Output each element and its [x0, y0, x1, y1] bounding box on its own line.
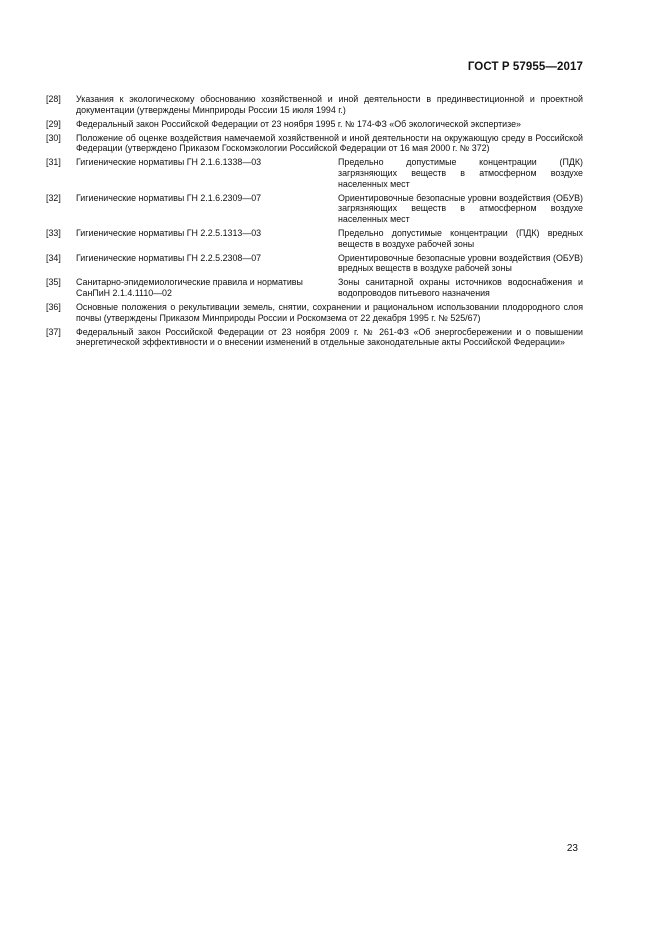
reference-item	[46, 133, 583, 154]
reference-text: Указания к экологическому обоснованию хозяйственной и иной деятельности в прединвестиционной и проектной документации (утверждены Минприроды России 15 июля 1994 г.)	[76, 94, 583, 115]
reference-text: Федеральный закон Российской Федерации от 23 ноября 1995 г. № 174-ФЗ «Об экологической экспертизе»	[76, 118, 521, 129]
page-number: 23	[566, 843, 578, 854]
reference-number: [28]	[46, 94, 61, 104]
reference-text: Основные положения о рекультивации земель, снятии, сохранении и рациональном использовании плодородного слоя почвы (утверждены Приказом Минприроды России и Роскомзема от 22 декабря 1995 г. № 525/67)	[76, 302, 583, 323]
reference-item	[46, 277, 583, 298]
reference-number: [35]	[46, 277, 61, 288]
reference-title: Зоны санитарной охраны источников водоснабжения и водопроводов питьевого назначения	[338, 277, 583, 298]
reference-number: [31]	[46, 157, 61, 168]
reference-document: Гигиенические нормативы ГН 2.2.5.1313—03	[76, 228, 262, 239]
reference-item	[46, 94, 583, 115]
reference-number: [33]	[46, 228, 61, 239]
reference-text: Положение об оценке воздействия намечаемой хозяйственной и иной деятельности на окружающую среду в Российской Федерации (утверждено Приказом Госкомэкологии Российской Федерации от 16 мая 2000 г. № 372)	[76, 132, 583, 154]
reference-number: [36]	[46, 302, 61, 313]
reference-number: [32]	[46, 192, 61, 203]
document-header: ГОСТ Р 57955—2017	[467, 61, 583, 73]
reference-number: [37]	[46, 326, 61, 337]
reference-item	[46, 327, 583, 348]
reference-title: Ориентировочные безопасные уровни воздействия (ОБУВ) вредных веществ в воздухе рабочей зоны	[338, 252, 583, 274]
reference-item	[46, 302, 583, 323]
reference-document: Гигиенические нормативы ГН 2.1.6.2309—07	[76, 192, 262, 203]
reference-item	[46, 228, 583, 249]
reference-document: Гигиенические нормативы ГН 2.2.5.2308—07	[76, 252, 262, 263]
reference-document: Гигиенические нормативы ГН 2.1.6.1338—03	[76, 157, 262, 168]
reference-number: [30]	[46, 132, 61, 143]
reference-text: Федеральный закон Российской Федерации от 23 ноября 2009 г. № 261-ФЗ «Об энергосбережении и о повышении энергетической эффективности и о внесении изменений в отдельные законодательные акты Российской Федерации»	[76, 326, 583, 348]
reference-item	[46, 119, 583, 130]
reference-item	[46, 253, 583, 274]
reference-document: Санитарно-эпидемиологические правила и нормативы СанПиН 2.1.4.1110—02	[76, 277, 303, 298]
reference-item	[46, 157, 583, 189]
reference-title: Предельно допустимые концентрации (ПДК) вредных веществ в воздухе рабочей зоны	[338, 228, 583, 249]
reference-number: [29]	[46, 118, 61, 129]
reference-item	[46, 193, 583, 225]
reference-number: [34]	[46, 252, 61, 263]
reference-title: Предельно допустимые концентрации (ПДК) загрязняющих веществ в атмосферном воздухе населенных мест	[338, 157, 583, 189]
reference-list	[46, 94, 583, 351]
reference-title: Ориентировочные безопасные уровни воздействия (ОБУВ) загрязняющих веществ в атмосферном воздухе населенных мест	[338, 192, 583, 224]
